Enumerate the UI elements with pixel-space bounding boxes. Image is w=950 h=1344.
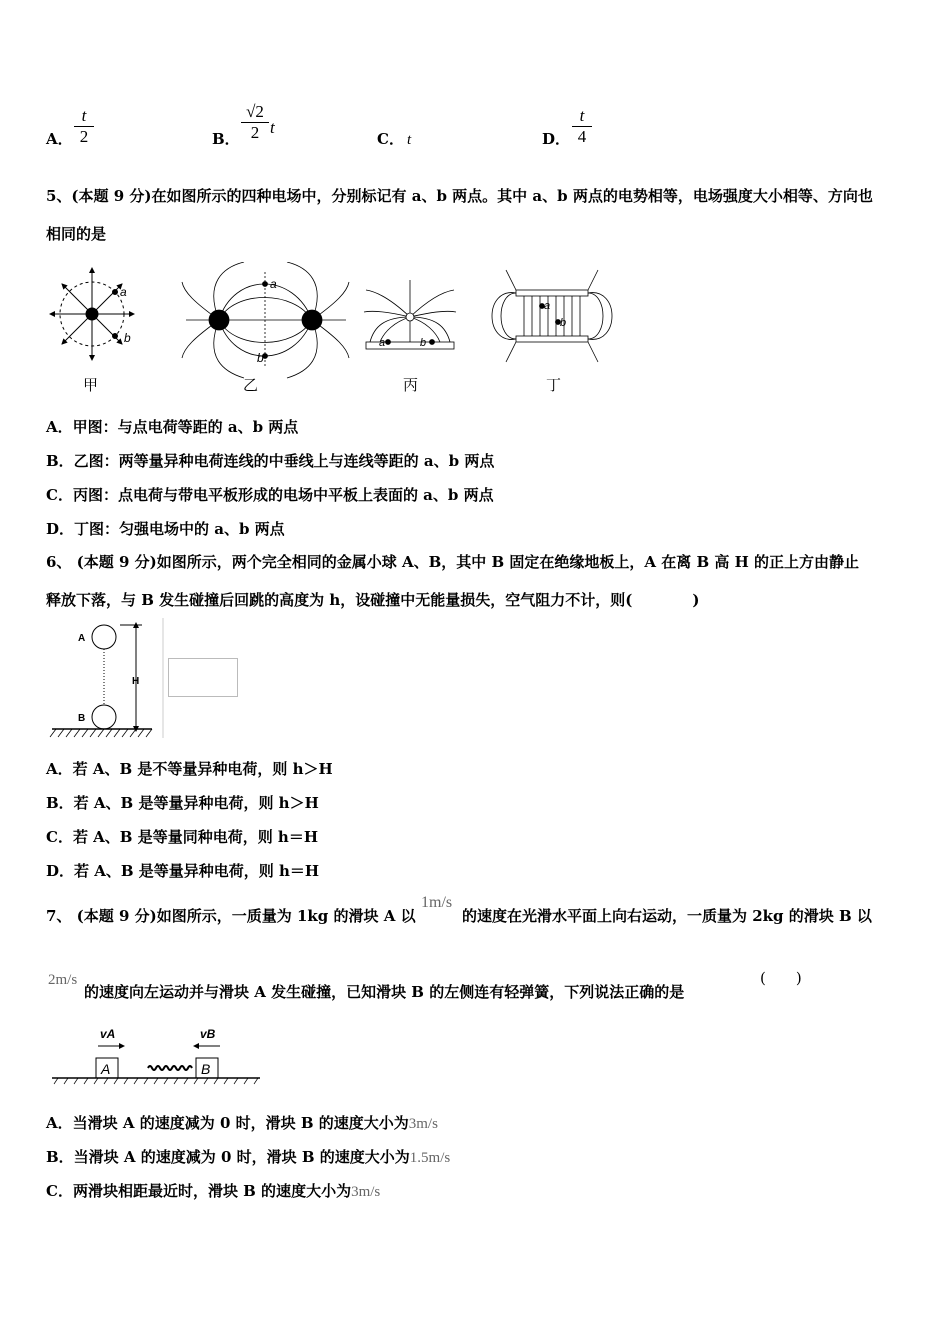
q4-option-b-letter: B． bbox=[212, 130, 240, 148]
label-b: b bbox=[257, 351, 264, 365]
q4-option-a-letter: A． bbox=[46, 130, 73, 148]
label-a: a bbox=[379, 337, 386, 349]
label-block-b: B bbox=[201, 1061, 211, 1077]
caption-jia: 甲 bbox=[83, 376, 99, 394]
label-block-a: A bbox=[101, 1061, 111, 1077]
q7-option-c[interactable] bbox=[46, 1180, 380, 1201]
q7-option-a-text: A．当滑块 A 的速度减为 0 时，滑块 B 的速度大小为 bbox=[46, 1114, 409, 1132]
q6-empty-box bbox=[168, 658, 238, 697]
denominator: 2 bbox=[241, 122, 269, 143]
q4-option-b-fraction bbox=[241, 102, 269, 143]
label-a: a bbox=[120, 285, 127, 299]
denominator: 4 bbox=[572, 126, 592, 147]
q7-stem-line2: 的速度向左运动并与滑块 A 发生碰撞，已知滑块 B 的左侧连有轻弹簧，下列说法正确的是 bbox=[84, 983, 685, 1001]
q5-option-a[interactable]: A．甲图：与点电荷等距的 a、b 两点 bbox=[46, 418, 299, 436]
caption-bing: 丙 bbox=[403, 376, 419, 394]
label-b: b bbox=[420, 337, 427, 349]
q4-option-d-letter: D． bbox=[542, 130, 571, 148]
label-va: vA bbox=[100, 1027, 116, 1041]
label-b: b bbox=[560, 317, 567, 329]
q7-speed-a: 1m/s bbox=[421, 894, 453, 911]
q4-option-a-fraction bbox=[74, 106, 94, 147]
q7-speed-b: 2m/s bbox=[48, 972, 78, 988]
q6-option-d[interactable]: D．若 A、B 是等量异种电荷，则 h＝H bbox=[46, 862, 320, 880]
label-vb: vB bbox=[200, 1027, 216, 1041]
q5-stem-line1: 5、(本题 9 分)在如图所示的四种电场中，分别标记有 a、b 两点。其中 a、b 两点的电势相等，电场强度大小相等、方向也 bbox=[46, 187, 873, 205]
q4-option-d-fraction bbox=[572, 106, 592, 147]
q7-figure bbox=[52, 1024, 262, 1088]
label-b: b bbox=[124, 331, 131, 345]
q5-stem-line2: 相同的是 bbox=[46, 225, 107, 243]
label-a: a bbox=[270, 277, 277, 291]
q7-option-c-unit: 3m/s bbox=[351, 1184, 381, 1200]
denominator: 2 bbox=[74, 126, 94, 147]
q7-option-b[interactable] bbox=[46, 1146, 450, 1167]
q6-stem-line1: 6、 (本题 9 分)如图所示，两个完全相同的金属小球 A、B，其中 B 固定在绝缘地板上，A 在离 B 高 H 的正上方由静止 bbox=[46, 553, 860, 571]
numerator: t bbox=[81, 106, 87, 125]
q7-option-b-unit: 1.5m/s bbox=[409, 1150, 451, 1166]
q6-option-c[interactable]: C．若 A、B 是等量同种电荷，则 h＝H bbox=[46, 828, 319, 846]
q6-stem-line2: 释放下落，与 B 发生碰撞后回跳的高度为 h，设碰撞中无能量损失，空气阻力不计，则( ) bbox=[46, 591, 700, 609]
caption-yi: 乙 bbox=[243, 376, 259, 394]
q6-option-a[interactable]: A．若 A、B 是不等量异种电荷，则 h＞H bbox=[46, 760, 333, 778]
q6-figure bbox=[46, 618, 166, 744]
q5-option-c[interactable]: C．丙图：点电荷与带电平板形成的电场中平板上表面的 a、b 两点 bbox=[46, 486, 494, 504]
q7-option-a[interactable] bbox=[46, 1112, 438, 1133]
label-a: a bbox=[544, 300, 551, 312]
q7-option-c-text: C．两滑块相距最近时，滑块 B 的速度大小为 bbox=[46, 1182, 352, 1200]
q7-stem-line1b: 的速度在光滑水平面上向右运动，一质量为 2kg 的滑块 B 以 bbox=[462, 907, 872, 925]
q4-option-c-letter: C． bbox=[377, 130, 404, 148]
label-ball-b: B bbox=[78, 713, 86, 724]
figure-bing bbox=[364, 280, 456, 349]
q5-option-d[interactable]: D．丁图：匀强电场中的 a、b 两点 bbox=[46, 520, 285, 538]
numerator: √2 bbox=[246, 102, 264, 121]
numerator: t bbox=[579, 106, 585, 125]
q6-option-b[interactable]: B．若 A、B 是等量异种电荷，则 h＞H bbox=[46, 794, 319, 812]
label-ball-a: A bbox=[78, 633, 86, 644]
q5-option-b[interactable]: B．乙图：两等量异种电荷连线的中垂线上与连线等距的 a、b 两点 bbox=[46, 452, 495, 470]
q7-option-b-text: B．当滑块 A 的速度减为 0 时，滑块 B 的速度大小为 bbox=[46, 1148, 410, 1166]
q5-figures bbox=[44, 262, 624, 397]
q4-option-c-value: t bbox=[407, 132, 412, 148]
caption-ding: 丁 bbox=[546, 376, 562, 394]
label-height-h: H bbox=[132, 676, 140, 687]
figure-ding bbox=[492, 270, 612, 362]
q7-stem-line1a: 7、 (本题 9 分)如图所示，一质量为 1kg 的滑块 A 以 bbox=[46, 907, 416, 925]
q4-option-b-tail: t bbox=[270, 118, 275, 137]
q7-option-a-unit: 3m/s bbox=[408, 1116, 438, 1132]
figure-yi bbox=[182, 262, 349, 378]
figure-jia bbox=[50, 268, 134, 360]
q7-answer-paren: ( ) bbox=[760, 969, 802, 987]
